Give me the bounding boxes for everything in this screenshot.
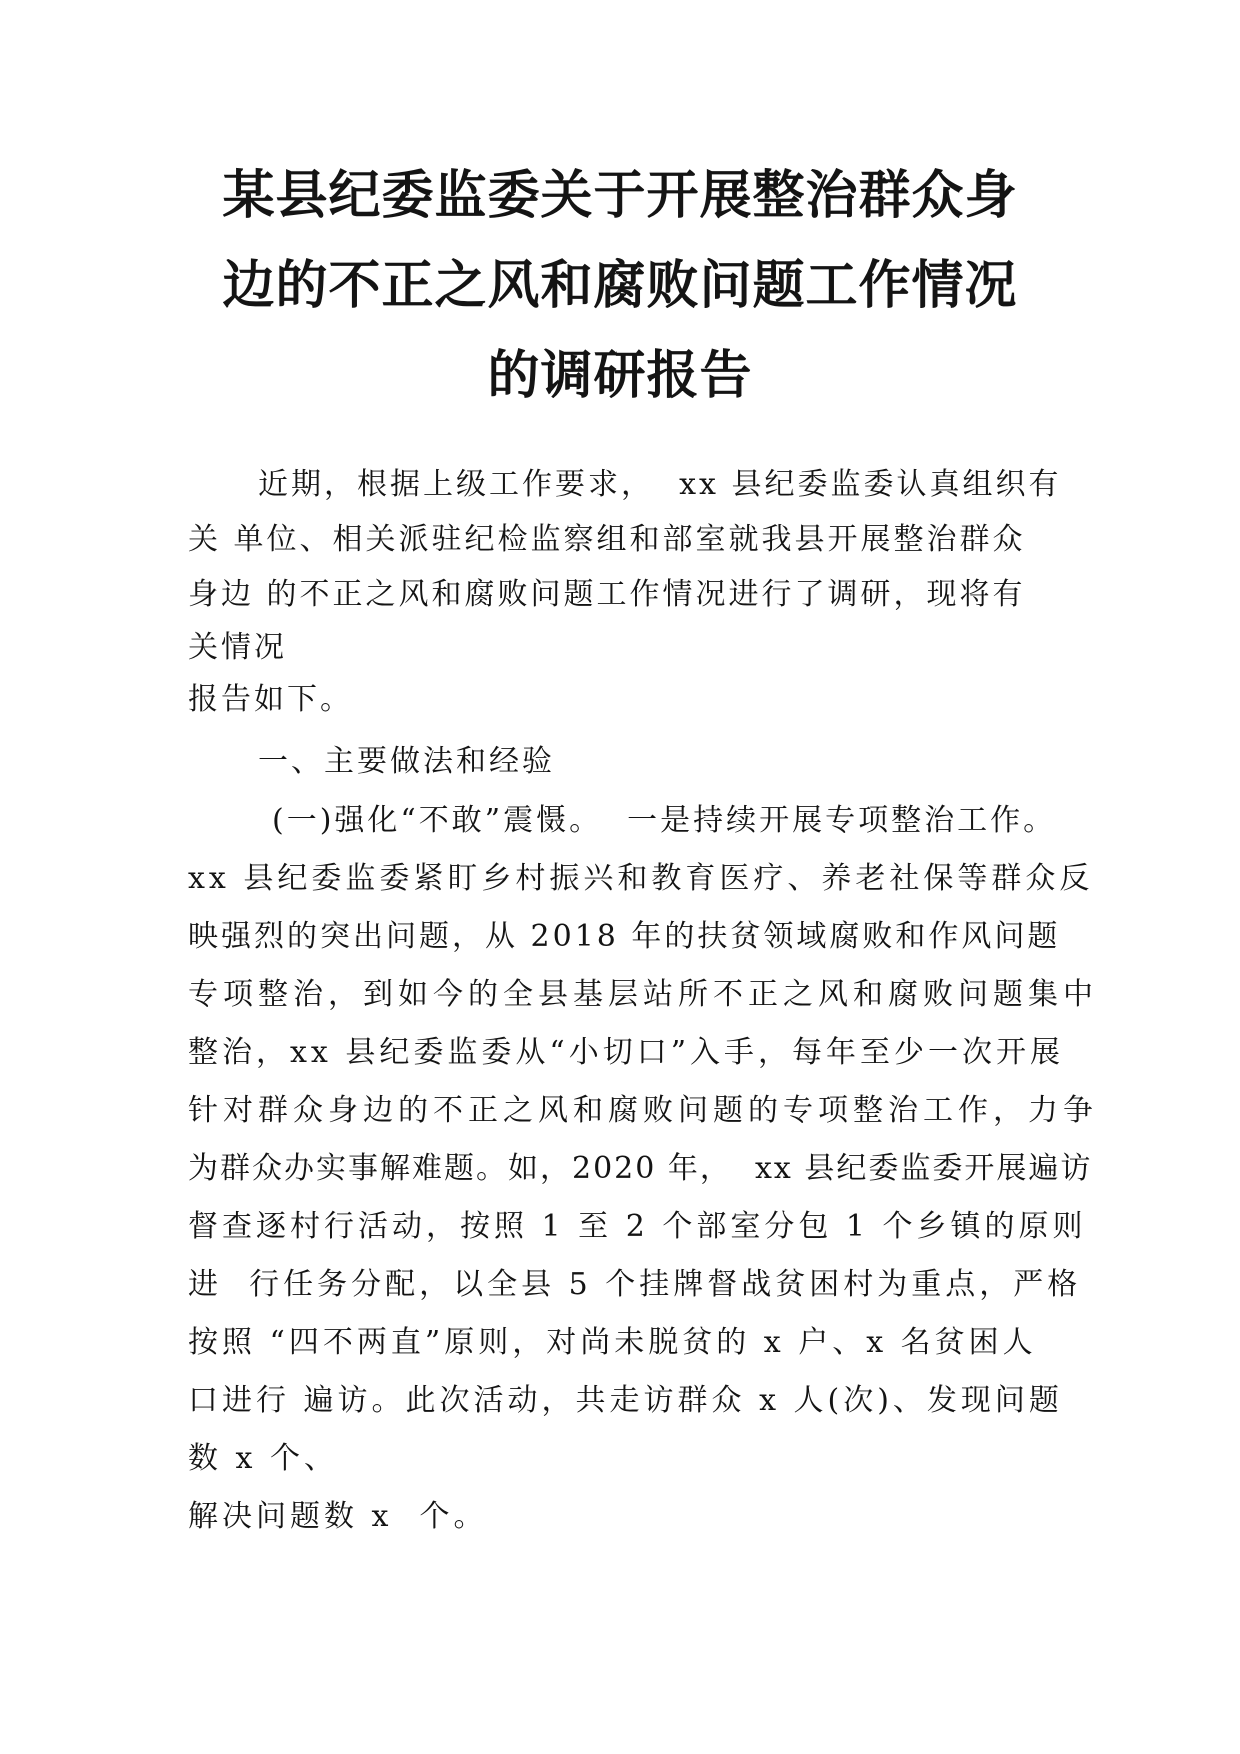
- title-line-2: 边的不正之风和腐败问题工作情况: [222, 256, 1018, 316]
- body-line-10: 按照 “四不两直”原则，对尚未脱贫的 x 户、x 名贫困人: [188, 1325, 1037, 1360]
- body-line-9: 进 行任务分配，以全县 5 个挂牌督战贫困村为重点，严格: [188, 1267, 1082, 1302]
- body-line-6: 针对群众身边的不正之风和腐败问题的专项整治工作，力争: [188, 1093, 1098, 1128]
- body-line-12: 数 x 个、: [188, 1441, 338, 1476]
- intro-line-4: 关情况: [188, 630, 287, 665]
- body-line-11: 口进行 遍访。此次活动，共走访群众 x 人(次)、发现问题: [188, 1383, 1063, 1418]
- body-line-7: 为群众办实事解难题。如，2020 年， xx 县纪委监委开展遍访: [188, 1151, 1093, 1186]
- body-line-13: 解决问题数 x 个。: [188, 1499, 488, 1534]
- body-line-3: 映强烈的突出问题，从 2018 年的扶贫领域腐败和作风问题: [188, 919, 1061, 954]
- body-line-2: xx 县纪委监委紧盯乡村振兴和教育医疗、养老社保等群众反: [188, 861, 1094, 896]
- body-line-5: 整治，xx 县纪委监委从“小切口”入手，每年至少一次开展: [188, 1035, 1065, 1070]
- intro-line-1: 近期，根据上级工作要求， xx 县纪委监委认真组织有: [258, 467, 1062, 502]
- body-line-8: 督查逐村行活动，按照 1 至 2 个部室分包 1 个乡镇的原则: [188, 1209, 1087, 1244]
- body-line-4: 专项整治，到如今的全县基层站所不正之风和腐败问题集中: [188, 977, 1098, 1012]
- intro-line-2: 关 单位、相关派驻纪检监察组和部室就我县开展整治群众: [188, 522, 1026, 557]
- title-line-3: 的调研报告: [487, 346, 753, 406]
- intro-line-5: 报告如下。: [188, 682, 353, 717]
- intro-line-3: 身边 的不正之风和腐败问题工作情况进行了调研，现将有: [188, 577, 1026, 612]
- title-line-1: 某县纪委监委关于开展整治群众身: [222, 166, 1018, 226]
- section-heading: 一、主要做法和经验: [258, 744, 555, 779]
- body-line-1: (一)强化“不敢”震慑。 一是持续开展专项整治工作。: [272, 803, 1057, 838]
